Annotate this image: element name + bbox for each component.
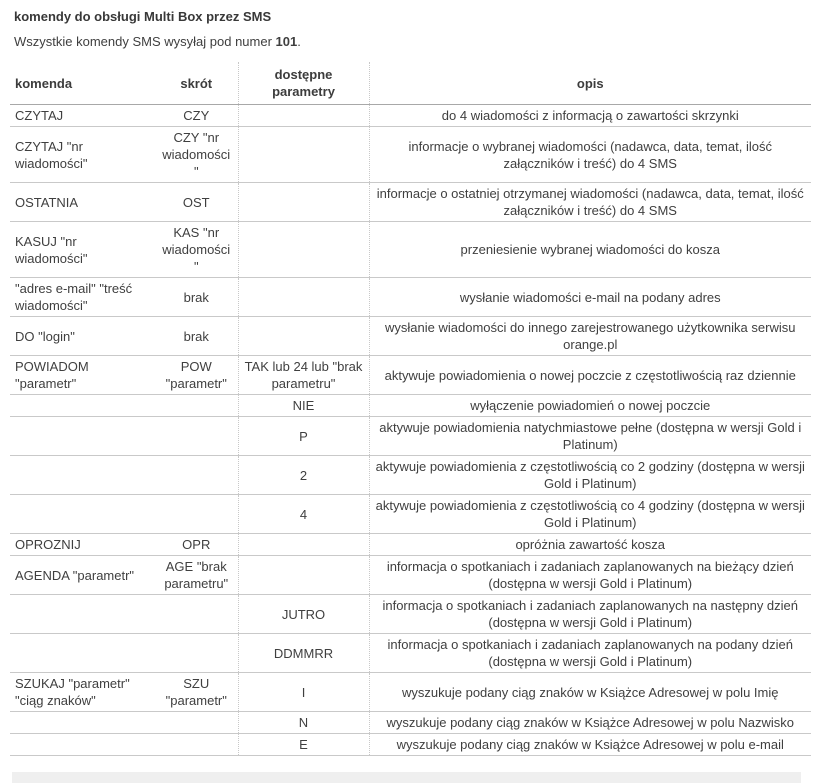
- cell-skrot: [155, 495, 238, 534]
- cell-param: N: [238, 712, 369, 734]
- cell-param: P: [238, 417, 369, 456]
- cell-skrot: CZY "nr wiadomości": [155, 127, 238, 183]
- next-section-placeholder-bar: [12, 772, 801, 783]
- cell-opis: do 4 wiadomości z informacją o zawartości skrzynki: [369, 105, 811, 127]
- cell-komenda: OSTATNIA: [10, 183, 155, 222]
- cell-opis: aktywuje powiadomienia natychmiastowe pełne (dostępna w wersji Gold i Platinum): [369, 417, 811, 456]
- cell-opis: informacja o spotkaniach i zadaniach zaplanowanych na podany dzień (dostępna w wersji Gold i Platinum): [369, 634, 811, 673]
- cell-param: NIE: [238, 395, 369, 417]
- header-skrot: skrót: [155, 62, 238, 105]
- cell-skrot: OPR: [155, 534, 238, 556]
- cell-skrot: brak: [155, 317, 238, 356]
- cell-skrot: [155, 417, 238, 456]
- table-row: [10, 105, 811, 127]
- sms-commands-table: [10, 62, 811, 756]
- cell-opis: wyszukuje podany ciąg znaków w Książce Adresowej w polu Nazwisko: [369, 712, 811, 734]
- header-komenda: komenda: [10, 62, 155, 105]
- cell-komenda: SZUKAJ "parametr" "ciąg znaków": [10, 673, 155, 712]
- cell-param: [238, 222, 369, 278]
- header-row: [10, 62, 811, 105]
- table-body: [10, 105, 811, 756]
- cell-param: [238, 556, 369, 595]
- cell-opis: aktywuje powiadomienia z częstotliwością co 2 godziny (dostępna w wersji Gold i Platinum): [369, 456, 811, 495]
- cell-skrot: [155, 712, 238, 734]
- intro-prefix: Wszystkie komendy SMS wysyłaj pod numer: [14, 34, 276, 49]
- cell-skrot: KAS "nr wiadomości": [155, 222, 238, 278]
- cell-skrot: [155, 395, 238, 417]
- cell-opis: wyszukuje podany ciąg znaków w Książce Adresowej w polu Imię: [369, 673, 811, 712]
- cell-skrot: SZU "parametr": [155, 673, 238, 712]
- table-row: [10, 634, 811, 673]
- cell-param: [238, 278, 369, 317]
- cell-opis: wyszukuje podany ciąg znaków w Książce Adresowej w polu e-mail: [369, 734, 811, 756]
- cell-komenda: [10, 712, 155, 734]
- cell-opis: aktywuje powiadomienia z częstotliwością co 4 godziny (dostępna w wersji Gold i Platinum): [369, 495, 811, 534]
- cell-skrot: brak: [155, 278, 238, 317]
- cell-skrot: AGE "brak parametru": [155, 556, 238, 595]
- cell-skrot: [155, 734, 238, 756]
- cell-param: TAK lub 24 lub "brak parametru": [238, 356, 369, 395]
- cell-param: 4: [238, 495, 369, 534]
- table-row: [10, 712, 811, 734]
- page-title: komendy do obsługi Multi Box przez SMS: [14, 9, 272, 24]
- table-row: [10, 534, 811, 556]
- table-header: [10, 62, 811, 105]
- cell-komenda: OPROZNIJ: [10, 534, 155, 556]
- cell-param: I: [238, 673, 369, 712]
- cell-komenda: [10, 495, 155, 534]
- table-row: [10, 417, 811, 456]
- table-row: [10, 673, 811, 712]
- table-row: [10, 734, 811, 756]
- cell-skrot: OST: [155, 183, 238, 222]
- cell-komenda: [10, 417, 155, 456]
- cell-komenda: CZYTAJ "nr wiadomości": [10, 127, 155, 183]
- table-row: [10, 356, 811, 395]
- cell-komenda: CZYTAJ: [10, 105, 155, 127]
- table-row: [10, 456, 811, 495]
- cell-komenda: [10, 456, 155, 495]
- intro-number: 101: [275, 34, 298, 49]
- cell-komenda: "adres e-mail" "treść wiadomości": [10, 278, 155, 317]
- cell-komenda: [10, 634, 155, 673]
- cell-komenda: [10, 734, 155, 756]
- cell-skrot: CZY: [155, 105, 238, 127]
- header-opis: opis: [369, 62, 811, 105]
- cell-opis: przeniesienie wybranej wiadomości do kosza: [369, 222, 811, 278]
- cell-komenda: KASUJ "nr wiadomości": [10, 222, 155, 278]
- cell-opis: informacja o spotkaniach i zadaniach zaplanowanych na następny dzień (dostępna w wersji Gold i Platinum): [369, 595, 811, 634]
- cell-param: DDMMRR: [238, 634, 369, 673]
- table-row: [10, 495, 811, 534]
- cell-param: E: [238, 734, 369, 756]
- table-row: [10, 395, 811, 417]
- table-row: [10, 183, 811, 222]
- cell-param: [238, 105, 369, 127]
- cell-param: 2: [238, 456, 369, 495]
- cell-opis: informacja o spotkaniach i zadaniach zaplanowanych na bieżący dzień (dostępna w wersji Gold i Platinum): [369, 556, 811, 595]
- table-row: [10, 317, 811, 356]
- table-row: [10, 222, 811, 278]
- cell-komenda: [10, 595, 155, 634]
- cell-param: [238, 317, 369, 356]
- cell-opis: opróżnia zawartość kosza: [369, 534, 811, 556]
- cell-skrot: POW "parametr": [155, 356, 238, 395]
- cell-skrot: [155, 634, 238, 673]
- cell-opis: wyłączenie powiadomień o nowej poczcie: [369, 395, 811, 417]
- cell-param: [238, 534, 369, 556]
- cell-param: [238, 183, 369, 222]
- intro-text: [14, 34, 825, 49]
- cell-komenda: [10, 395, 155, 417]
- cell-opis: aktywuje powiadomienia o nowej poczcie z częstotliwością raz dziennie: [369, 356, 811, 395]
- cell-opis: informacje o wybranej wiadomości (nadawca, data, temat, ilość załączników i treść) do 4 SMS: [369, 127, 811, 183]
- cell-opis: wysłanie wiadomości e-mail na podany adres: [369, 278, 811, 317]
- cell-opis: informacje o ostatniej otrzymanej wiadomości (nadawca, data, temat, ilość załączników i treść) do 4 SMS: [369, 183, 811, 222]
- cell-param: [238, 127, 369, 183]
- cell-skrot: [155, 595, 238, 634]
- header-parametry: dostępne parametry: [238, 62, 369, 105]
- cell-komenda: DO "login": [10, 317, 155, 356]
- cell-komenda: AGENDA "parametr": [10, 556, 155, 595]
- table-row: [10, 595, 811, 634]
- table-row: [10, 127, 811, 183]
- cell-skrot: [155, 456, 238, 495]
- cell-opis: wysłanie wiadomości do innego zarejestrowanego użytkownika serwisu orange.pl: [369, 317, 811, 356]
- cell-param: JUTRO: [238, 595, 369, 634]
- table-row: [10, 278, 811, 317]
- cell-komenda: POWIADOM "parametr": [10, 356, 155, 395]
- intro-suffix: .: [297, 34, 301, 49]
- table-row: [10, 556, 811, 595]
